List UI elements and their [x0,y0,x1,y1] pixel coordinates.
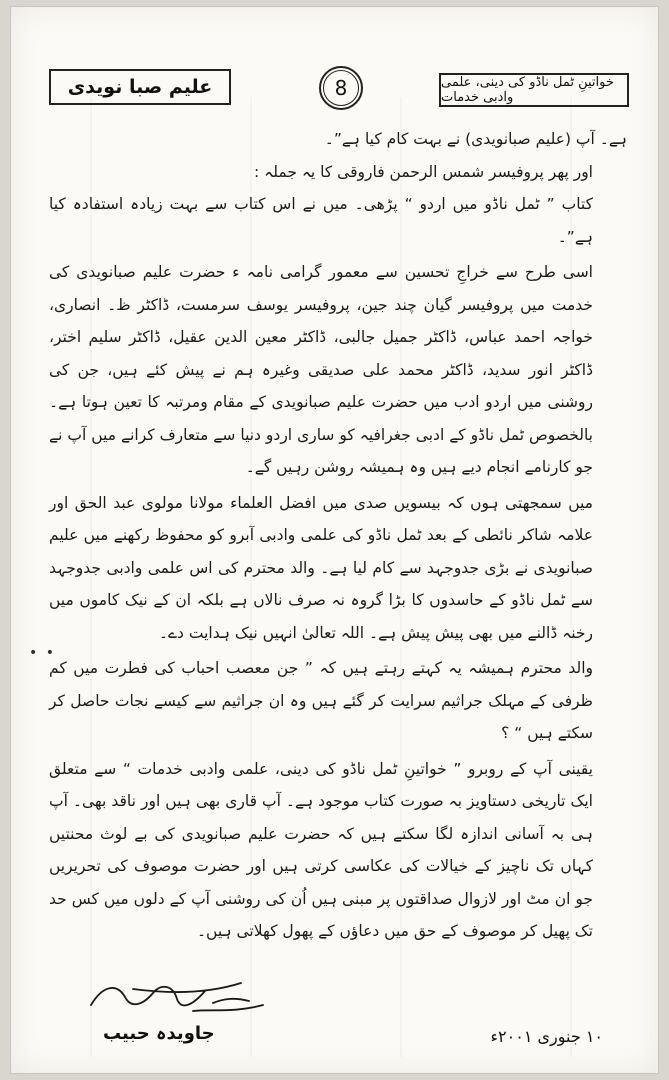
paragraph: والد محترم ہمیشہ یہ کہتے رہتے ہیں کہ ” جن معصب احباب کی فطرت میں کم ظرفی کے مہلک جراثیم سرایت کر گئے ہیں وہ ان جراثیم سے کیسے نجات حاصل کر سکتے ہیں “ ؟ [49,659,593,742]
book-page [10,6,659,1074]
author-signature-name: جاویدہ حبیب [103,1023,215,1044]
paragraph: یقینی آپ کے روبرو ” خواتینِ ٹمل ناڈو کی دینی، علمی وادبی خدمات “ سے متعلق ایک تاریخی دستاویز بہ صورت کتاب موجود ہے۔ آپ قاری بھی ہیں اور ناقد بھی۔ آپ ہی بہ آسانی اندازہ لگا سکتے ہیں کہ حضرت علیم صبانویدی کی بے لوث محنتیں کہاں تک ناچیز کے خیالات کی عکاسی کرتی ہیں اور حضرت موصوف کی تحریریں جو ان مٹ اور لازوال صداقتوں پر مبنی ہیں اُن کی روشنی آپ کے دلوں میں کس حد تک پھیل کر موصوف کے حق میں دعاؤں کے پھول کھلاتی ہیں۔ [49,759,593,940]
book-title-box: خواتینِ ٹمل ناڈو کی دینی، علمی وادبی خدمات [439,73,629,107]
margin-marks: • • [29,645,56,661]
paragraph: ہے۔ آپ (علیم صبانویدی) نے بہت کام کیا ہے”۔ [324,130,627,148]
paragraph: میں سمجھتی ہوں کہ بیسویں صدی میں افضل العلماء مولانا مولوی عبد الحق اور علامہ شاکر نائطی کے بعد ٹمل ناڈو کی علمی وادبی آبرو کو محفوظ رکھنے میں علیم صبانویدی نے بڑی جدوجہد سے کام لیا ہے۔ والد محترم کی اس علمی وادبی جدوجہد سے ٹمل ناڈو کے حاسدوں کا بڑا گروہ نہ صرف نالاں ہے بلکہ ان کے نیک کاموں میں رخنہ ڈالنے میں بھی پیش پیش ہے۔ اللہ تعالیٰ انہیں نیک ہدایت دے۔ [49,493,593,642]
signature-date: ۱۰ جنوری ۲۰۰۱ء [490,1027,603,1046]
body-text [49,123,627,948]
handwritten-signature [73,975,273,1019]
signature-block [63,975,623,1065]
quoted-sentence: کتاب ” ٹمل ناڈو میں اردو “ پڑھی۔ میں نے اس کتاب سے بہت زیادہ استفادہ کیا ہے”۔ [49,195,593,246]
page-header [49,63,629,115]
paragraph: اسی طرح سے خراجِ تحسین سے معمور گرامی نامہ ء حضرت علیم صبانویدی کی خدمت میں پروفیسر گیان چند جین، پروفیسر یوسف سرمست، ڈاکٹر ظ۔ انصاری، خواجہ احمد عباس، ڈاکٹر جمیل جالبی، ڈاکٹر معین الدین عقیل، ڈاکٹر سلیم اختر، ڈاکٹر انور سدید، ڈاکٹر محمد علی صدیقی وغیرہ ہم نے پیش کئے ہیں، جن کی روشنی میں اردو ادب میں حضرت علیم صبانویدی کے مقام ومرتبہ کا تعین ہوتا ہے۔ بالخصوص ٹمل ناڈو کے ادبی جغرافیہ کو ساری اردو دنیا سے متعارف کرانے میں آپ نے جو کارنامے انجام دیے ہیں وہ ہمیشہ روشن رہیں گے۔ [49,263,593,476]
page-number: 8 [319,66,363,110]
paragraph: اور پھر پروفیسر شمس الرحمن فاروقی کا یہ جملہ : [254,162,593,181]
author-name-box: علیم صبا نویدی [49,69,231,105]
